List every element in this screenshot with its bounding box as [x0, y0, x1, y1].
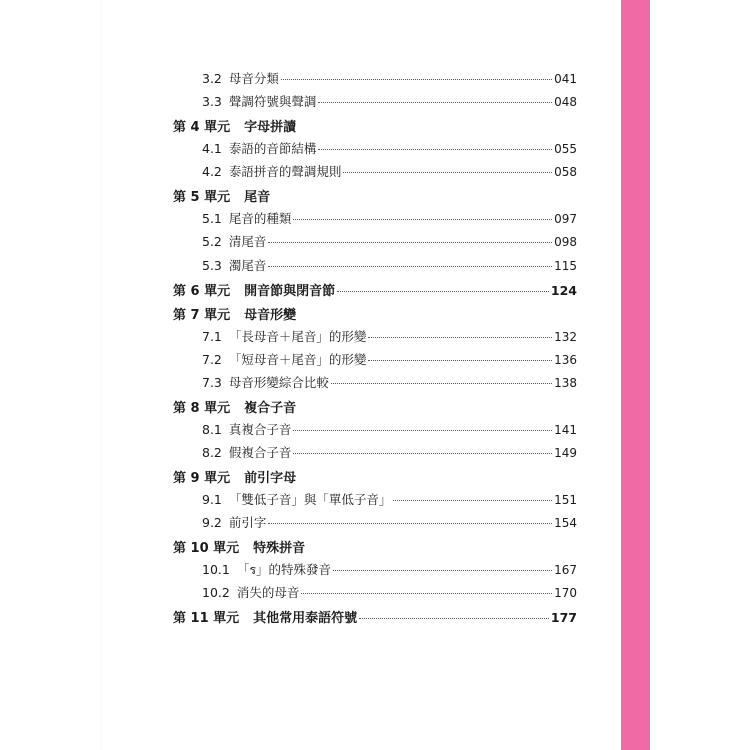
- unit-title: 母音形變: [244, 308, 297, 323]
- toc-entry-row: [202, 350, 577, 368]
- toc-unit-row: [173, 537, 577, 555]
- dot-leader: [343, 172, 552, 173]
- toc-entry-row: [202, 162, 577, 180]
- dot-leader: [268, 523, 552, 524]
- dot-leader: [331, 383, 552, 384]
- toc-unit-row: [173, 607, 577, 625]
- section-number: 7.2: [202, 352, 222, 367]
- page-number: 055: [554, 142, 577, 156]
- dot-leader: [318, 102, 552, 103]
- section-number: 4.2: [202, 164, 222, 179]
- unit-number: 第 5 單元: [173, 190, 231, 205]
- toc-entry-row: [202, 209, 577, 227]
- toc-entry-row: [202, 420, 577, 438]
- dot-leader: [268, 242, 552, 243]
- page-number: 048: [554, 95, 577, 109]
- section-title: 「長母音＋尾音」的形變: [228, 329, 367, 344]
- page-number: 124: [550, 283, 577, 298]
- section-number: 9.1: [202, 492, 222, 507]
- unit-number: 第 8 單元: [173, 401, 231, 416]
- toc-entry-row: [202, 490, 577, 508]
- section-title: 聲調符號與聲調: [228, 94, 317, 109]
- dot-leader: [337, 291, 549, 292]
- toc-entry-row: [202, 69, 577, 87]
- section-number: 3.2: [202, 71, 222, 86]
- dot-leader: [359, 618, 549, 619]
- unit-number: 第 7 單元: [173, 308, 231, 323]
- dot-leader: [301, 593, 552, 594]
- unit-title: 其他常用泰語符號: [253, 611, 358, 626]
- page-number: 136: [554, 353, 577, 367]
- section-title: 尾音的種類: [228, 211, 292, 226]
- unit-number: 第 4 單元: [173, 120, 231, 135]
- page-number: 132: [554, 330, 577, 344]
- toc-entry-row: [202, 256, 577, 274]
- dot-leader: [368, 360, 552, 361]
- section-title: 真複合子音: [228, 422, 292, 437]
- section-number: 10.2: [202, 585, 230, 600]
- section-title: 前引字: [228, 515, 267, 530]
- section-title: 「ร」的特殊發音: [236, 562, 332, 577]
- section-title: 泰語的音節結構: [228, 141, 317, 156]
- dot-leader: [281, 79, 552, 80]
- dot-leader: [368, 337, 552, 338]
- toc-entry-row: [202, 560, 577, 578]
- unit-number: 第 10 單元: [173, 541, 240, 556]
- section-title: 「短母音＋尾音」的形變: [228, 352, 367, 367]
- section-number: 3.3: [202, 94, 222, 109]
- unit-title: 複合子音: [244, 401, 297, 416]
- page-number: 154: [554, 516, 577, 530]
- page-number: 041: [554, 72, 577, 86]
- dot-leader: [393, 500, 552, 501]
- section-number: 8.2: [202, 445, 222, 460]
- section-number: 9.2: [202, 515, 222, 530]
- page-number: 097: [554, 212, 577, 226]
- section-number: 7.1: [202, 329, 222, 344]
- page-number: 151: [554, 493, 577, 507]
- page-number: 177: [550, 610, 577, 625]
- toc-entry-row: [202, 513, 577, 531]
- page-number: 149: [554, 446, 577, 460]
- section-title: 清尾音: [228, 234, 267, 249]
- section-number: 5.2: [202, 234, 222, 249]
- toc-unit-row: [173, 467, 577, 485]
- dot-leader: [293, 430, 552, 431]
- toc-entry-row: [202, 443, 577, 461]
- toc-unit-row: [173, 304, 577, 322]
- section-number: 8.1: [202, 422, 222, 437]
- unit-title: 開音節與閉音節: [244, 284, 336, 299]
- page-number: 098: [554, 235, 577, 249]
- page-number: 058: [554, 165, 577, 179]
- unit-title: 字母拼讀: [244, 120, 297, 135]
- toc-entry-row: [202, 373, 577, 391]
- toc-unit-row: [173, 397, 577, 415]
- dot-leader: [333, 570, 552, 571]
- toc-entry-row: [202, 92, 577, 110]
- page-number: 138: [554, 376, 577, 390]
- section-title: 母音分類: [228, 71, 279, 86]
- dot-leader: [318, 149, 552, 150]
- section-number: 5.1: [202, 211, 222, 226]
- unit-number: 第 6 單元: [173, 284, 231, 299]
- unit-title: 尾音: [244, 190, 271, 205]
- unit-title: 特殊拼音: [253, 541, 306, 556]
- section-title: 假複合子音: [228, 445, 292, 460]
- unit-title: 前引字母: [244, 471, 297, 486]
- page-number: 115: [554, 259, 577, 273]
- toc-entry-row: [202, 327, 577, 345]
- section-number: 4.1: [202, 141, 222, 156]
- unit-number: 第 11 單元: [173, 611, 240, 626]
- toc-entry-row: [202, 583, 577, 601]
- unit-number: 第 9 單元: [173, 471, 231, 486]
- dot-leader: [293, 219, 552, 220]
- toc-entry-row: [202, 139, 577, 157]
- section-title: 泰語拼音的聲調規則: [228, 164, 342, 179]
- section-number: 10.1: [202, 562, 230, 577]
- section-number: 5.3: [202, 258, 222, 273]
- section-number: 7.3: [202, 375, 222, 390]
- page-number: 167: [554, 563, 577, 577]
- section-title: 母音形變綜合比較: [228, 375, 329, 390]
- toc-unit-row: [173, 280, 577, 298]
- toc-unit-row: [173, 186, 577, 204]
- page-number: 170: [554, 586, 577, 600]
- dot-leader: [268, 266, 552, 267]
- toc-unit-row: [173, 116, 577, 134]
- section-title: 消失的母音: [236, 585, 300, 600]
- section-title: 「雙低子音」與「單低子音」: [228, 492, 392, 507]
- page-number: 141: [554, 423, 577, 437]
- section-title: 濁尾音: [228, 258, 267, 273]
- dot-leader: [293, 453, 552, 454]
- toc-entry-row: [202, 232, 577, 250]
